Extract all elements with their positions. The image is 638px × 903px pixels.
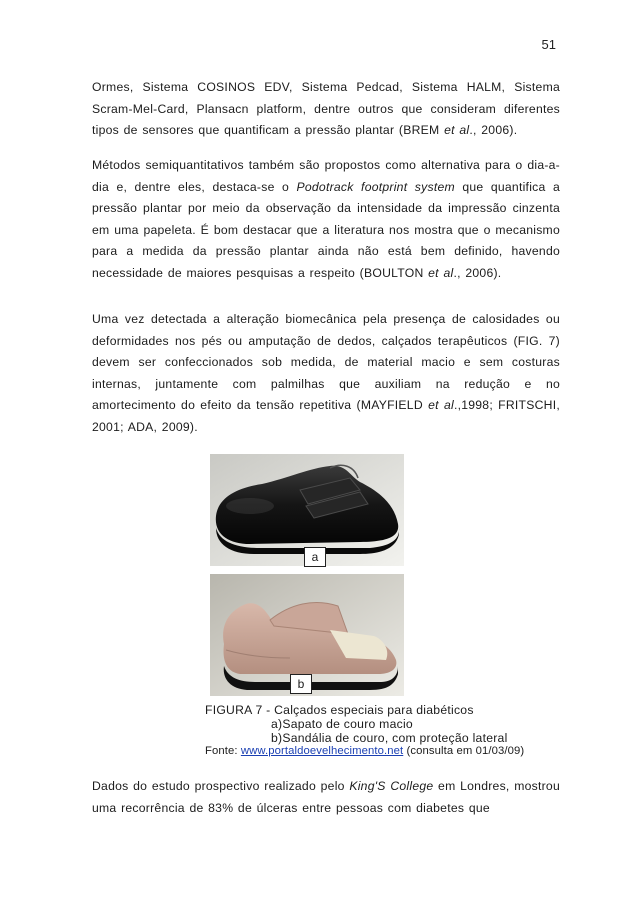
text-run: .,1998; FRITSCHI, 2001; ADA, 2009).: [92, 398, 560, 434]
paragraph-semiquantitative-methods: [92, 155, 560, 285]
figure-shoes-photo: [210, 454, 404, 696]
text-run: ., 2006).: [453, 265, 502, 280]
italic-run: et al: [428, 265, 454, 280]
paragraph-therapeutic-footwear: [92, 309, 560, 439]
italic-run: et al: [444, 123, 470, 138]
figure-label-a: a: [304, 547, 326, 567]
figure-caption-item-b: b)Sandália de couro, com proteção lateral: [271, 731, 508, 745]
italic-run: et al: [428, 398, 454, 413]
source-prefix: Fonte:: [205, 745, 241, 757]
text-run: que quantifica a pressão plantar por meio da observação da intensidade da impressão cinzenta em uma papeleta. É bom destacar que a literatura nos mostra que o mecanismo para a medida da pressão plantar ainda não está bem definido, havendo necessidade de maiores pesquisas a respeito (BOULTON: [92, 179, 560, 280]
figure-caption-item-a: a)Sapato de couro macio: [271, 717, 413, 731]
text-run: Dados do estudo prospectivo realizado pelo: [92, 779, 350, 793]
text-run: Ormes, Sistema COSINOS EDV, Sistema Pedcad, Sistema HALM, Sistema Scram-Mel-Card, Plansacn platform, dentre outros que consideram diferentes tipos de sensores que quantificam a pressão plantar (BREM: [92, 80, 560, 138]
page-number: 51: [541, 37, 556, 52]
paragraph-kings-college-study: [92, 776, 560, 819]
paragraph-sensors: [92, 77, 560, 142]
figure-source: [205, 744, 524, 759]
text-run: em Londres, mostrou uma recorrência de 83% de úlceras entre pessoas com diabetes que: [92, 779, 560, 815]
text-run: Uma vez detectada a alteração biomecânica pela presença de calosidades ou deformidades nos pés ou amputação de dedos, calçados terapêuticos (FIG. 7) devem ser confeccionados sob medida, de material macio e sem costuras internas, juntamente com palmilhas que auxiliam na redução e no amortecimento do efeito da tensão repetitiva (MAYFIELD: [92, 312, 560, 413]
italic-run: King'S College: [349, 779, 434, 793]
figure-label-b: b: [290, 674, 312, 694]
source-suffix: (consulta em 01/03/09): [403, 745, 525, 757]
source-link[interactable]: www.portaldoevelhecimento.net: [240, 745, 404, 757]
text-run: ., 2006).: [469, 123, 518, 138]
italic-run: Podotrack footprint system: [296, 179, 455, 194]
figure-caption-title: FIGURA 7 - Calçados especiais para diabéticos: [205, 703, 474, 717]
text-run: Métodos semiquantitativos também são propostos como alternativa para o dia-a-dia e, dentre eles, destaca-se o: [92, 158, 560, 194]
